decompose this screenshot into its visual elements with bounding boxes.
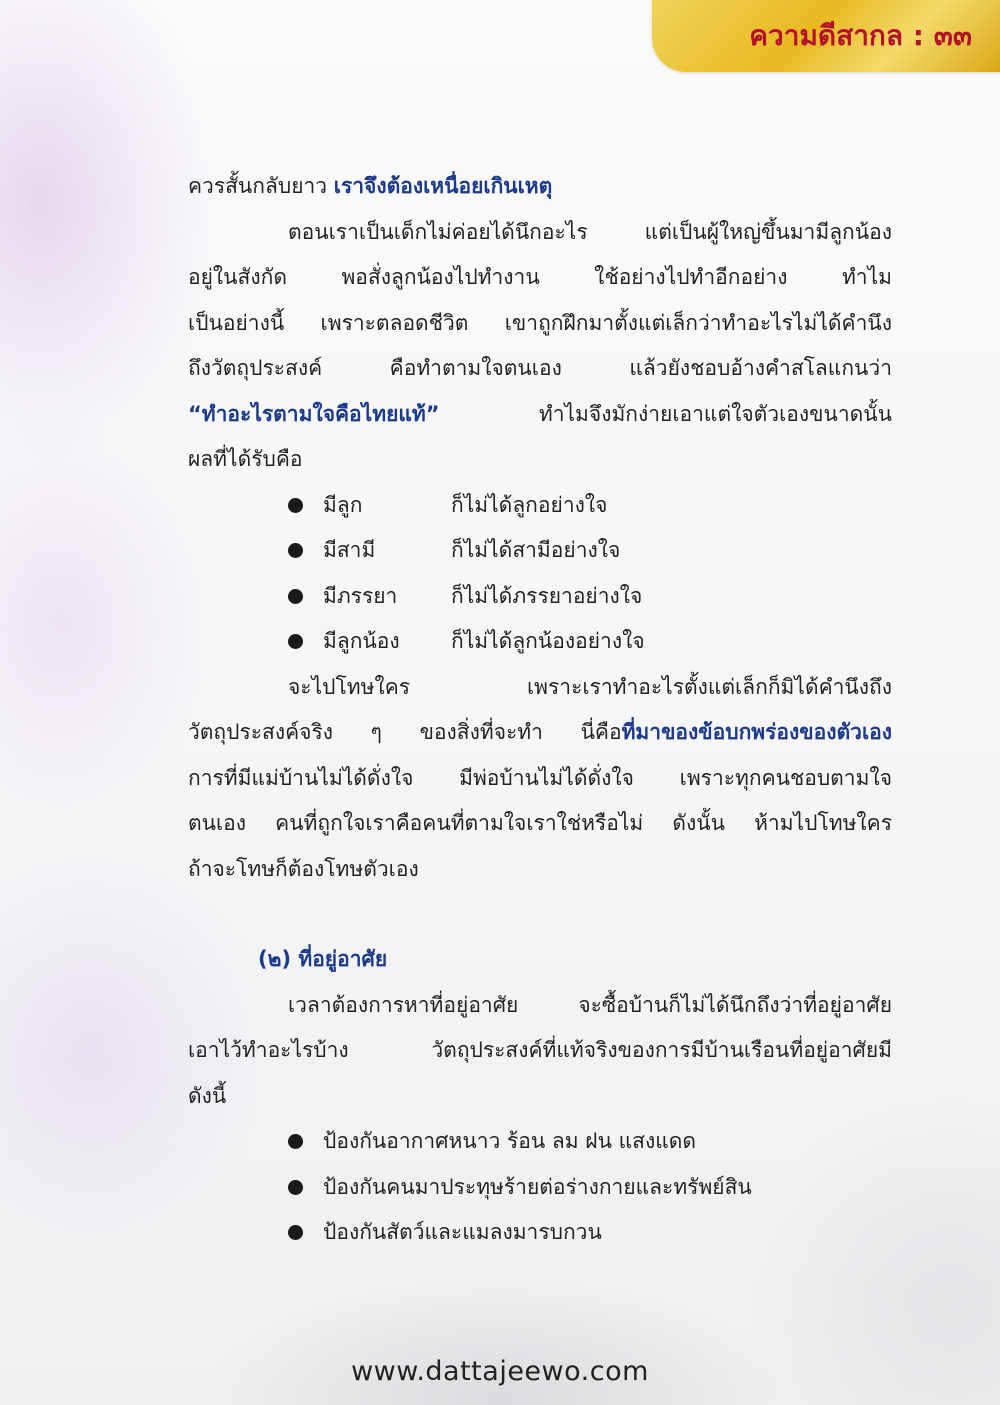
bullet-icon: [288, 1225, 303, 1240]
purpose-text: ป้องกันคนมาประทุษร้ายต่อร่างกายและทรัพย์สิน: [323, 1174, 752, 1199]
bullet-icon: [288, 589, 303, 604]
paragraph-line: [188, 392, 892, 438]
result-have: มีลูกน้อง: [323, 629, 400, 653]
purpose-list-item: [188, 1165, 892, 1211]
bullet-icon: [288, 498, 303, 513]
header-tab: [652, 0, 1000, 72]
section-title: (๒) ที่อยู่อาศัย: [258, 947, 388, 971]
paragraph-line: ตอนเราเป็นเด็กไม่ค่อยได้นึกอะไร แต่เป็นผู้ใหญ่ขึ้นมามีลูกน้อง: [288, 219, 892, 244]
bullet-icon: [288, 1180, 303, 1195]
result-list-item: [188, 483, 892, 529]
paragraph-line: การที่มีแม่บ้านไม่ได้ดั่งใจ มีพ่อบ้านไม่ได้ดั่งใจ เพราะทุกคนชอบตามใจ: [188, 765, 892, 790]
text-segment: วัตถุประสงค์จริง ๆ ของสิ่งที่จะทำ นี่คือ: [188, 720, 622, 744]
purpose-text: ป้องกันอากาศหนาว ร้อน ลม ฝน แสงแดด: [323, 1129, 697, 1153]
paragraph-line: ผลที่ได้รับคือ: [188, 447, 303, 471]
purpose-list-item: [188, 1119, 892, 1165]
highlighted-phrase: เราจึงต้องเหนื่อยเกินเหตุ: [333, 174, 553, 198]
result-outcome: ก็ไม่ได้ภรรยาอย่างใจ: [451, 583, 643, 608]
result-list-item: [188, 528, 892, 574]
page-content: [188, 164, 892, 1256]
highlighted-phrase: ที่มาของข้อบกพร่องของตัวเอง: [621, 720, 892, 744]
paragraph-line: จะไปโทษใคร เพราะเราทำอะไรตั้งแต่เล็กก็มิได้คำนึงถึง: [288, 674, 892, 699]
result-list-item: [188, 574, 892, 620]
text-segment: ทำไมจึงมักง่ายเอาแต่ใจตัวเองขนาดนั้น: [439, 401, 892, 426]
result-outcome: ก็ไม่ได้สามีอย่างใจ: [451, 538, 621, 562]
section-spacer: [188, 892, 892, 937]
result-have: มีสามี: [323, 538, 376, 562]
text-segment: ควรสั้นกลับยาว: [188, 174, 334, 198]
paragraph-line: ดังนี้: [188, 1083, 227, 1108]
paragraph-line: ถ้าจะโทษก็ต้องโทษตัวเอง: [188, 856, 419, 881]
bullet-icon: [288, 634, 303, 649]
result-outcome: ก็ไม่ได้ลูกน้องอย่างใจ: [451, 629, 645, 653]
paragraph-line: เวลาต้องการหาที่อยู่อาศัย จะซื้อบ้านก็ไม่ได้นึกถึงว่าที่อยู่อาศัย: [288, 992, 892, 1017]
paragraph-line: เป็นอย่างนี้ เพราะตลอดชีวิต เขาถูกฝึกมาตั้งแต่เล็กว่าทำอะไรไม่ได้คำนึง: [188, 310, 892, 335]
bullet-icon: [288, 1134, 303, 1149]
page-header-title: ความดีสากล : ๓๓: [749, 19, 972, 52]
paragraph-line: ถึงวัตถุประสงค์ คือทำตามใจตนเอง แล้วยังชอบอ้างคำสโลแกนว่า: [188, 356, 892, 380]
result-have: มีภรรยา: [323, 583, 398, 608]
paragraph-line: อยู่ในสังกัด พอสั่งลูกน้องไปทำงาน ใช้อย่างไปทำอีกอย่าง ทำไม: [188, 265, 892, 289]
paragraph-line: [188, 164, 892, 210]
paragraph-line: ตนเอง คนที่ถูกใจเราคือคนที่ตามใจเราใช่หรือไม่ ดังนั้น ห้ามไปโทษใคร: [188, 811, 892, 835]
purpose-list-item: [188, 1210, 892, 1256]
paragraph-line: [188, 710, 892, 756]
result-list-item: [188, 619, 892, 665]
bullet-icon: [288, 543, 303, 558]
result-outcome: ก็ไม่ได้ลูกอย่างใจ: [451, 492, 608, 517]
purpose-text: ป้องกันสัตว์และแมลงมารบกวน: [323, 1220, 602, 1244]
paragraph-line: เอาไว้ทำอะไรบ้าง วัตถุประสงค์ที่แท้จริงของการมีบ้านเรือนที่อยู่อาศัยมี: [188, 1038, 892, 1062]
quoted-slogan: “ทำอะไรตามใจคือไทยแท้”: [188, 401, 440, 426]
footer-url: www.dattajeewo.com: [351, 1356, 649, 1387]
result-have: มีลูก: [323, 492, 363, 517]
